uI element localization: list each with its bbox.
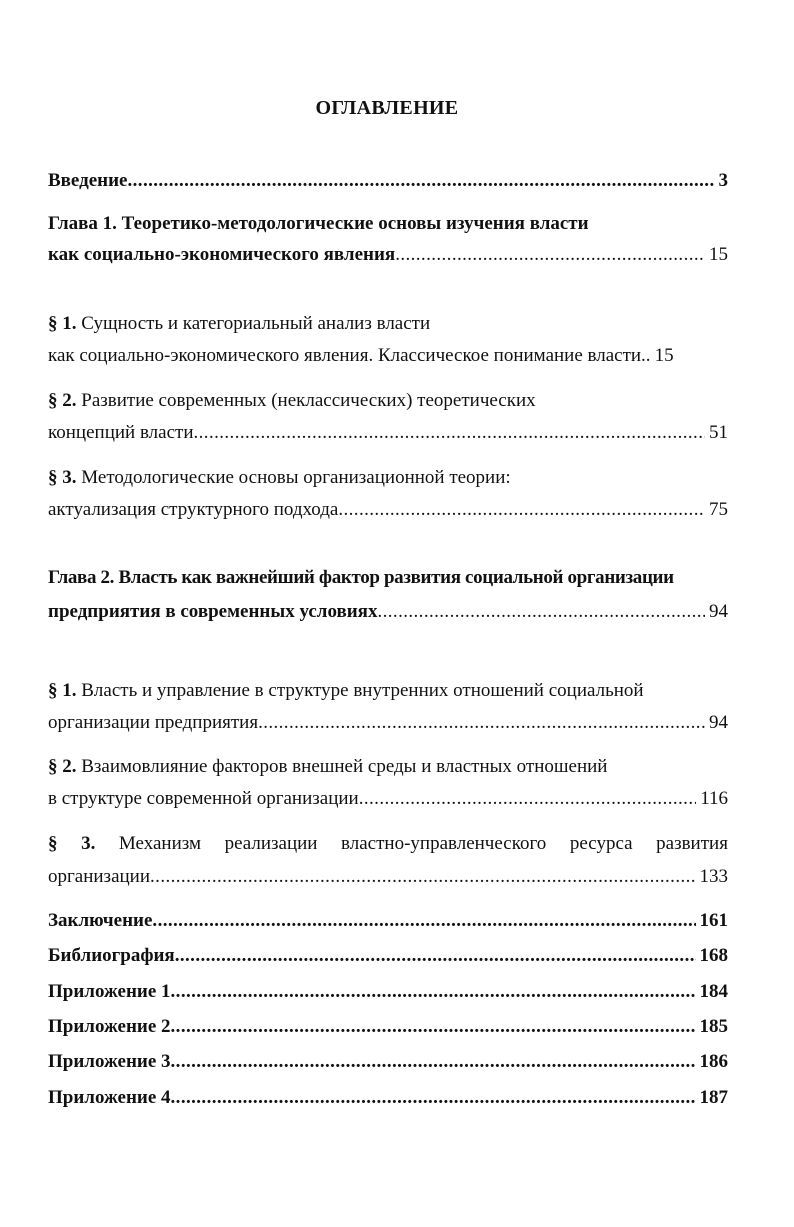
dot-leader — [175, 941, 696, 971]
page-title: ОГЛАВЛЕНИЕ — [315, 97, 459, 119]
section-marker: § 2. — [48, 390, 77, 411]
toc-entry-label: предприятия в современных условиях — [48, 601, 378, 622]
dot-leader — [171, 1083, 696, 1113]
toc-ch1-section-2-continuation[interactable] — [48, 418, 728, 448]
toc-entry-label: Приложение 4 — [48, 1087, 171, 1108]
toc-entry-intro[interactable] — [48, 166, 728, 196]
dot-leader — [194, 418, 706, 448]
toc-page-number: 161 — [699, 910, 728, 931]
dot-leader — [171, 1047, 696, 1077]
toc-chapter-2-continuation[interactable] — [48, 597, 728, 627]
toc-entry-label: как социально-экономического явления — [48, 244, 396, 265]
toc-page-number: 187 — [699, 1087, 728, 1108]
toc-entry-label: Библиография — [48, 945, 175, 966]
toc-chapter-1-continuation[interactable] — [48, 240, 728, 270]
toc-ch1-section-1[interactable] — [48, 309, 728, 339]
toc-entry-label: организации предприятия — [48, 712, 259, 733]
toc-entry-label: Власть и управление в структуре внутренних отношений социальной — [81, 680, 644, 701]
toc-entry-label: Приложение 1 — [48, 981, 171, 1002]
toc-entry-label: Глава 1. Теоретико-методологические основы изучения власти — [48, 213, 589, 234]
toc-entry-word: ресурса — [569, 833, 633, 854]
toc-entry-label: Приложение 3 — [48, 1051, 171, 1072]
dot-leader — [171, 977, 696, 1007]
toc-page-number: 185 — [699, 1016, 728, 1037]
toc-entry-word: реализации — [224, 833, 318, 854]
toc-entry-label: Введение — [48, 170, 128, 191]
toc-entry-label: Глава 2. Власть как важнейший фактор развития социальной организации — [48, 567, 674, 588]
toc-entry-label: Методологические основы организационной теории: — [81, 467, 511, 488]
dot-leader — [150, 862, 695, 892]
toc-page-number: 184 — [699, 981, 728, 1002]
toc-entry-label: Сущность и категориальный анализ власти — [81, 313, 431, 334]
section-marker: § 1. — [48, 313, 77, 334]
dot-leader — [171, 1012, 696, 1042]
toc-page-number: 186 — [699, 1051, 728, 1072]
toc-page-number: 75 — [709, 499, 728, 520]
toc-ch1-section-2[interactable] — [48, 386, 728, 416]
toc-page-number: 94 — [709, 601, 728, 622]
toc-entry-label: в структуре современной организации — [48, 788, 359, 809]
toc-entry-conclusion[interactable] — [48, 906, 728, 936]
toc-entry-label: концепций власти — [48, 422, 194, 443]
toc-entry-label: Приложение 2 — [48, 1016, 171, 1037]
dot-leader — [128, 166, 715, 196]
toc-page-number: 94 — [709, 712, 728, 733]
toc-chapter-1-title[interactable] — [48, 209, 728, 239]
toc-ch1-section-1-continuation[interactable] — [48, 341, 728, 371]
toc-entry-appendix-4[interactable] — [48, 1083, 728, 1113]
toc-entry-label: Развитие современных (неклассических) теоретических — [81, 390, 536, 411]
toc-entry-bibliography[interactable] — [48, 941, 728, 971]
section-marker: § 2. — [48, 756, 77, 777]
toc-page-number: 133 — [699, 866, 728, 887]
section-marker: § 1. — [48, 680, 77, 701]
toc-entry-word: Механизм — [118, 833, 202, 854]
dot-leader — [338, 495, 705, 525]
toc-chapter-2-title[interactable] — [48, 563, 728, 593]
toc-ch2-section-2[interactable] — [48, 752, 728, 782]
dot-leader — [359, 784, 696, 814]
section-marker: § 3. — [48, 467, 77, 488]
toc-page-number: 15 — [709, 244, 728, 265]
dot-leader — [377, 597, 705, 627]
toc-entry-label: Взаимовлияние факторов внешней среды и властных отношений — [81, 756, 608, 777]
toc-page-number: 3 — [718, 170, 728, 191]
toc-entry-word: развития — [656, 833, 728, 854]
toc-entry-word: властно-управленческого — [341, 833, 547, 854]
section-number: 3. — [81, 833, 96, 854]
toc-ch2-section-2-continuation[interactable] — [48, 784, 728, 814]
toc-page-number: 168 — [699, 945, 728, 966]
toc-ch1-section-3-continuation[interactable] — [48, 495, 728, 525]
toc-ch2-section-1[interactable] — [48, 676, 728, 706]
toc-entry-appendix-3[interactable] — [48, 1047, 728, 1077]
toc-entry-label: как социально-экономического явления. Классическое понимание власти.. — [48, 345, 651, 366]
toc-entry-label: организации — [48, 866, 151, 887]
toc-entry-label: актуализация структурного подхода — [48, 499, 339, 520]
toc-entry-appendix-1[interactable] — [48, 977, 728, 1007]
toc-ch2-section-3-continuation[interactable] — [48, 862, 728, 892]
toc-page-number: 15 — [654, 345, 674, 366]
dot-leader — [152, 906, 695, 936]
toc-ch1-section-3[interactable] — [48, 463, 728, 493]
toc-entry-appendix-2[interactable] — [48, 1012, 728, 1042]
dot-leader — [395, 240, 705, 270]
toc-ch2-section-3[interactable] — [48, 829, 728, 859]
toc-entry-label: Заключение — [48, 910, 153, 931]
toc-page-number: 51 — [709, 422, 728, 443]
toc-page-number: 116 — [700, 788, 728, 809]
section-marker: § — [48, 833, 58, 854]
dot-leader — [258, 708, 705, 738]
toc-ch2-section-1-continuation[interactable] — [48, 708, 728, 738]
